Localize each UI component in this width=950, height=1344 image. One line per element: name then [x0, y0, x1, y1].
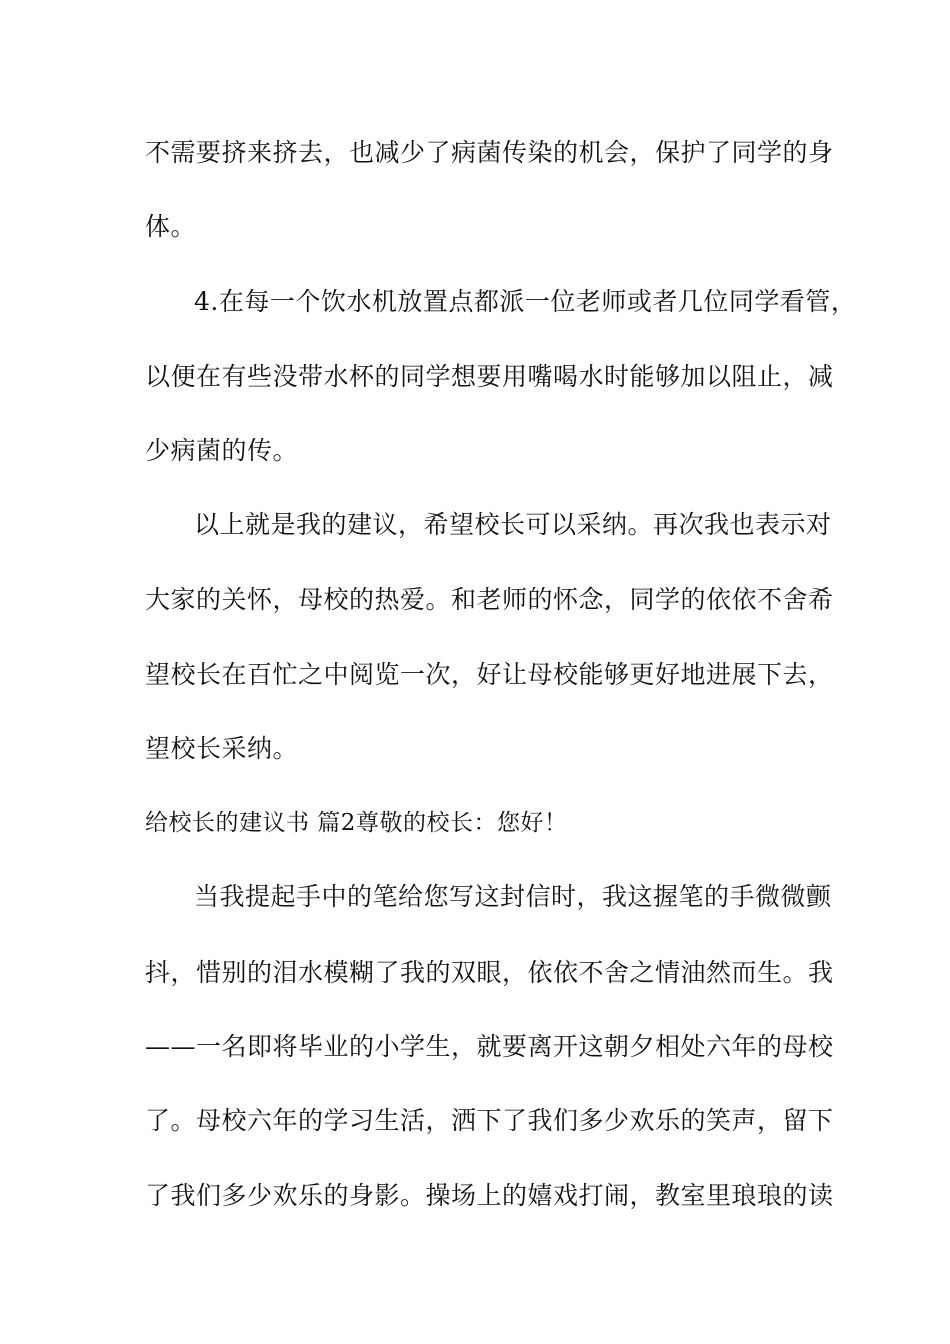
text-line: 望校长在百忙之中阅览一次，好让母校能够更好地进展下去， — [145, 660, 834, 689]
text-line: 望校长采纳。 — [145, 734, 299, 763]
text-line: 了。母校六年的学习生活，洒下了我们多少欢乐的笑声，留下 — [145, 1106, 834, 1135]
text-line: ——一名即将毕业的小学生，就要离开这朝夕相处六年的母校 — [145, 1032, 834, 1061]
text-line: 大家的关怀，母校的热爱。和老师的怀念，同学的依依不舍希 — [145, 585, 834, 614]
text-line: 以上就是我的建议，希望校长可以采纳。再次我也表示对 — [194, 510, 832, 539]
text-line: 不需要挤来挤去，也减少了病菌传染的机会，保护了同学的身 — [145, 138, 834, 167]
text-line: 了我们多少欢乐的身影。操场上的嬉戏打闹，教室里琅琅的读 — [145, 1181, 834, 1210]
text-line: 以便在有些没带水杯的同学想要用嘴喝水时能够加以阻止，减 — [145, 362, 834, 391]
text-line: 体。 — [145, 212, 197, 241]
text-line: 少病菌的传。 — [145, 436, 299, 465]
text-line: 当我提起手中的笔给您写这封信时，我这握笔的手微微颤 — [194, 882, 832, 911]
text-line: 抖，惜别的泪水模糊了我的双眼，依依不舍之情油然而生。我 — [145, 958, 834, 987]
text-line: 4.在每一个饮水机放置点都派一位老师或者几位同学看管， — [194, 287, 857, 316]
section-heading: 给校长的建议书 篇2尊敬的校长：您好！ — [145, 810, 568, 836]
